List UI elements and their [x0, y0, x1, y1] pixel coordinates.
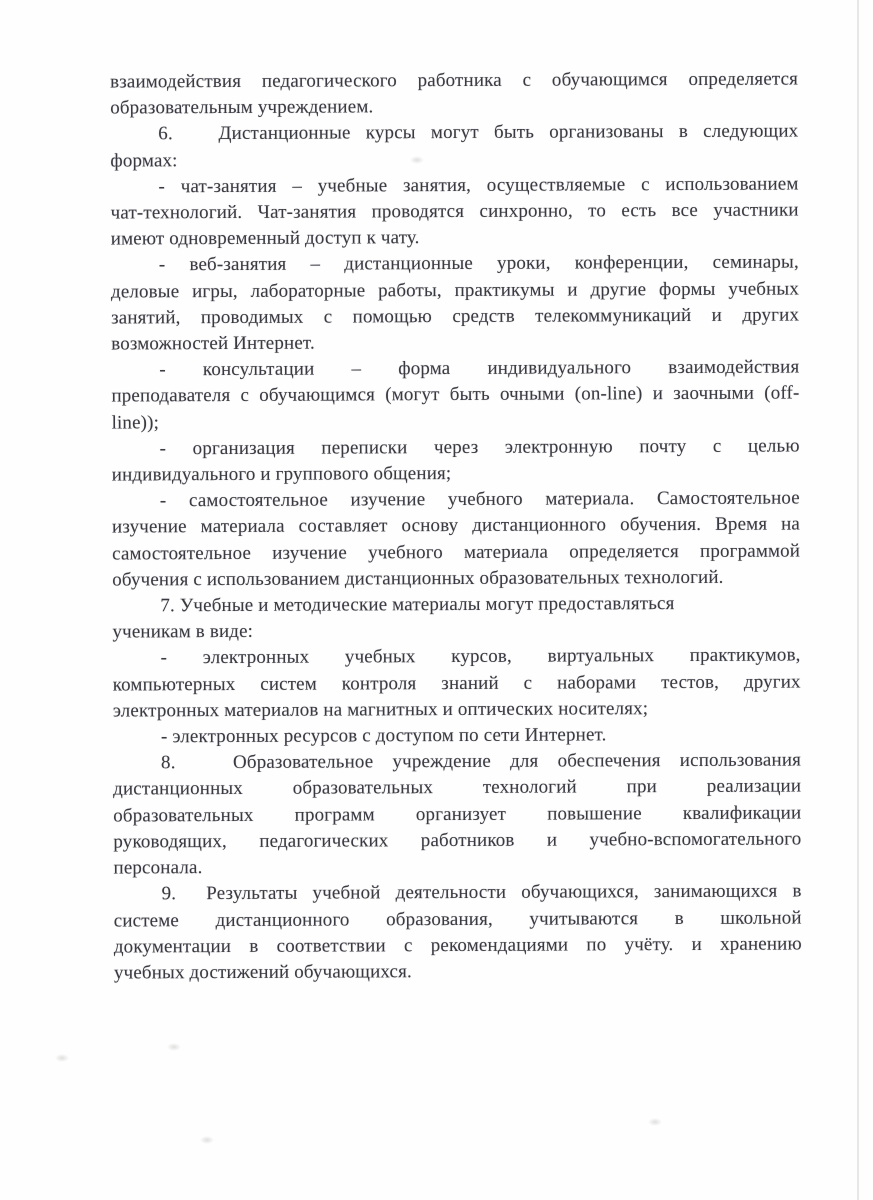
- document-line: возможностей Интернет.: [111, 332, 315, 355]
- document-line: образовательных программ организует повышение квалификации: [113, 802, 802, 827]
- scan-speck: [648, 1118, 662, 1126]
- document-line: - организация переписки через электронную почту с целью: [159, 435, 800, 460]
- paragraph: [110, 171, 798, 253]
- document-line: ученикам в виде:: [112, 621, 254, 643]
- paragraph: [110, 67, 798, 122]
- document-line: - электронных ресурсов с доступом по сети Интернет.: [160, 724, 607, 748]
- document-line: имеют одновременный доступ к чату.: [110, 227, 420, 250]
- document-line: формах:: [110, 149, 178, 172]
- paragraph: [112, 433, 800, 488]
- scan-speck: [55, 1054, 69, 1062]
- scan-speck: [200, 1136, 214, 1144]
- paragraph: [114, 879, 802, 987]
- paragraph: [112, 486, 800, 594]
- document-line: line));: [111, 411, 160, 434]
- document-line: - веб-занятия – дистанционные уроки, конференции, семинары,: [158, 251, 799, 276]
- document-line: персонала.: [113, 857, 203, 879]
- document-line: индивидуального и группового общения;: [111, 463, 452, 486]
- document-text-block: [110, 67, 802, 987]
- paragraph: [111, 355, 799, 437]
- document-line: взаимодействия педагогического работника с обучающимся определяется: [110, 68, 799, 93]
- document-line: документации в соответствии с рекомендациями по учёту. и хранению: [113, 933, 802, 958]
- paragraph: [113, 722, 801, 751]
- document-line: - консультации – форма индивидуального взаимодействия: [159, 356, 800, 381]
- document-line: системе дистанционного образования, учитываются в школьной: [113, 906, 802, 931]
- document-line: 8. Образовательное учреждение для обеспечения использования: [160, 749, 802, 774]
- document-line: - чат-занятия – учебные занятия, осуществляемые с использованием: [158, 173, 799, 198]
- paragraph: [110, 119, 798, 174]
- paragraph: [112, 591, 800, 646]
- document-line: - электронных учебных курсов, виртуальных практикумов,: [160, 644, 801, 669]
- paragraph: [111, 250, 799, 358]
- document-line: учебных достижений обучающихся.: [113, 961, 412, 984]
- document-line: 6. Дистанционные курсы могут быть организованы в следующих: [158, 120, 799, 145]
- document-line: обучения с использованием дистанционных образовательных технологий.: [112, 566, 724, 591]
- document-line: 9. Результаты учебной деятельности обучающихся, занимающихся в: [161, 880, 802, 905]
- paragraph: [113, 643, 801, 725]
- document-line: самостоятельное изучение учебного материала определяется программой: [112, 540, 801, 565]
- document-line: занятий, проводимых с помощью средств телекоммуникаций и других: [111, 304, 800, 329]
- scan-edge-line: [857, 0, 859, 1200]
- paragraph: [113, 748, 802, 882]
- document-line: 7. Учебные и методические материалы могут предоставляться: [160, 593, 675, 617]
- document-line: компьютерных систем контроля знаний с наборами тестов, других: [112, 671, 801, 696]
- scan-speck: [167, 1043, 181, 1051]
- document-line: - самостоятельное изучение учебного материала. Самостоятельное: [159, 487, 800, 512]
- document-line: электронных материалов на магнитных и оптических носителях;: [112, 698, 649, 722]
- document-line: изучение материала составляет основу дистанционного обучения. Время на: [111, 513, 801, 538]
- document-line: образовательным учреждением.: [110, 96, 374, 119]
- document-line: преподавателя с обучающимся (могут быть очными (on-line) и заочными (off-: [111, 382, 800, 407]
- document-line: деловые игры, лабораторные работы, практикумы и другие формы учебных: [110, 278, 800, 303]
- document-line: чат-технологий. Чат-занятия проводятся синхронно, то есть все участники: [110, 199, 799, 224]
- document-line: дистанционных образовательных технологий при реализации: [113, 775, 802, 800]
- document-line: руководящих, педагогических работников и учебно-вспомогательного: [113, 828, 802, 853]
